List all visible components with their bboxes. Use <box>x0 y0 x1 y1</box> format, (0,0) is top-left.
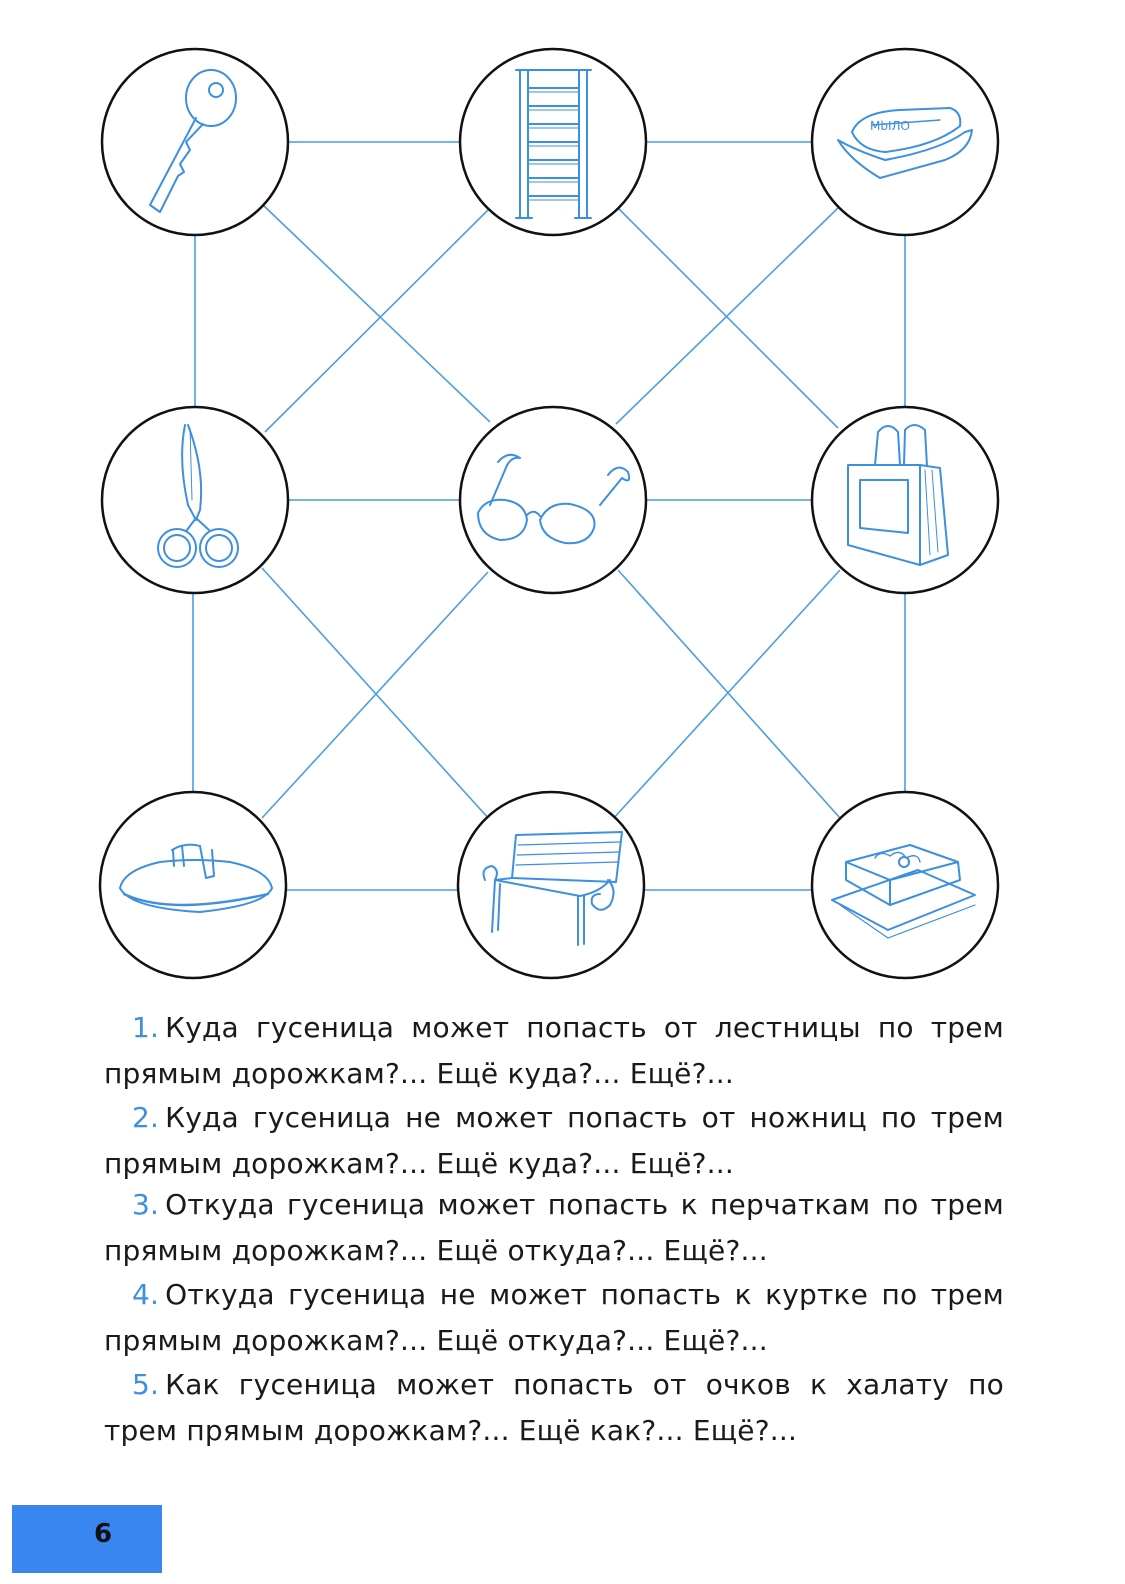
page-number: 6 <box>94 1519 113 1549</box>
path-line <box>263 205 490 422</box>
question-3 <box>104 1182 1004 1274</box>
path-line <box>265 208 490 432</box>
node-circle <box>458 792 644 978</box>
question-5 <box>104 1362 1004 1454</box>
question-text: Откуда гусеница не может попасть к куртке по трем прямым дорожкам?... Ещё откуда?... Ещё?... <box>104 1278 1004 1357</box>
path-line <box>612 570 840 820</box>
question-text: Как гусеница может попасть от очков к халату по трем прямым дорожкам?... Ещё как?... Ещё?... <box>104 1368 1004 1447</box>
question-text: Куда гусеница не может попасть от ножниц по трем прямым дорожкам?... Ещё куда?... Ещё?... <box>104 1101 1004 1180</box>
question-text: Откуда гусеница может попасть к перчаткам по трем прямым дорожкам?... Ещё откуда?... Ещё?... <box>104 1188 1004 1267</box>
node-circle <box>812 792 998 978</box>
question-text: Куда гусеница может попасть от лестницы по трем прямым дорожкам?... Ещё куда?... Ещё?... <box>104 1011 1004 1090</box>
node-circle <box>100 792 286 978</box>
question-number: 4. <box>132 1278 160 1311</box>
svg-text:MbIЛО: MbIЛО <box>870 119 910 133</box>
question-2 <box>104 1095 1004 1187</box>
node-circle <box>102 407 288 593</box>
question-number: 3. <box>132 1188 160 1221</box>
node-circle <box>460 407 646 593</box>
page-number-box <box>12 1505 162 1573</box>
question-number: 5. <box>132 1368 160 1401</box>
question-1 <box>104 1005 1004 1097</box>
question-4 <box>104 1272 1004 1364</box>
question-number: 1. <box>132 1011 160 1044</box>
question-number: 2. <box>132 1101 160 1134</box>
